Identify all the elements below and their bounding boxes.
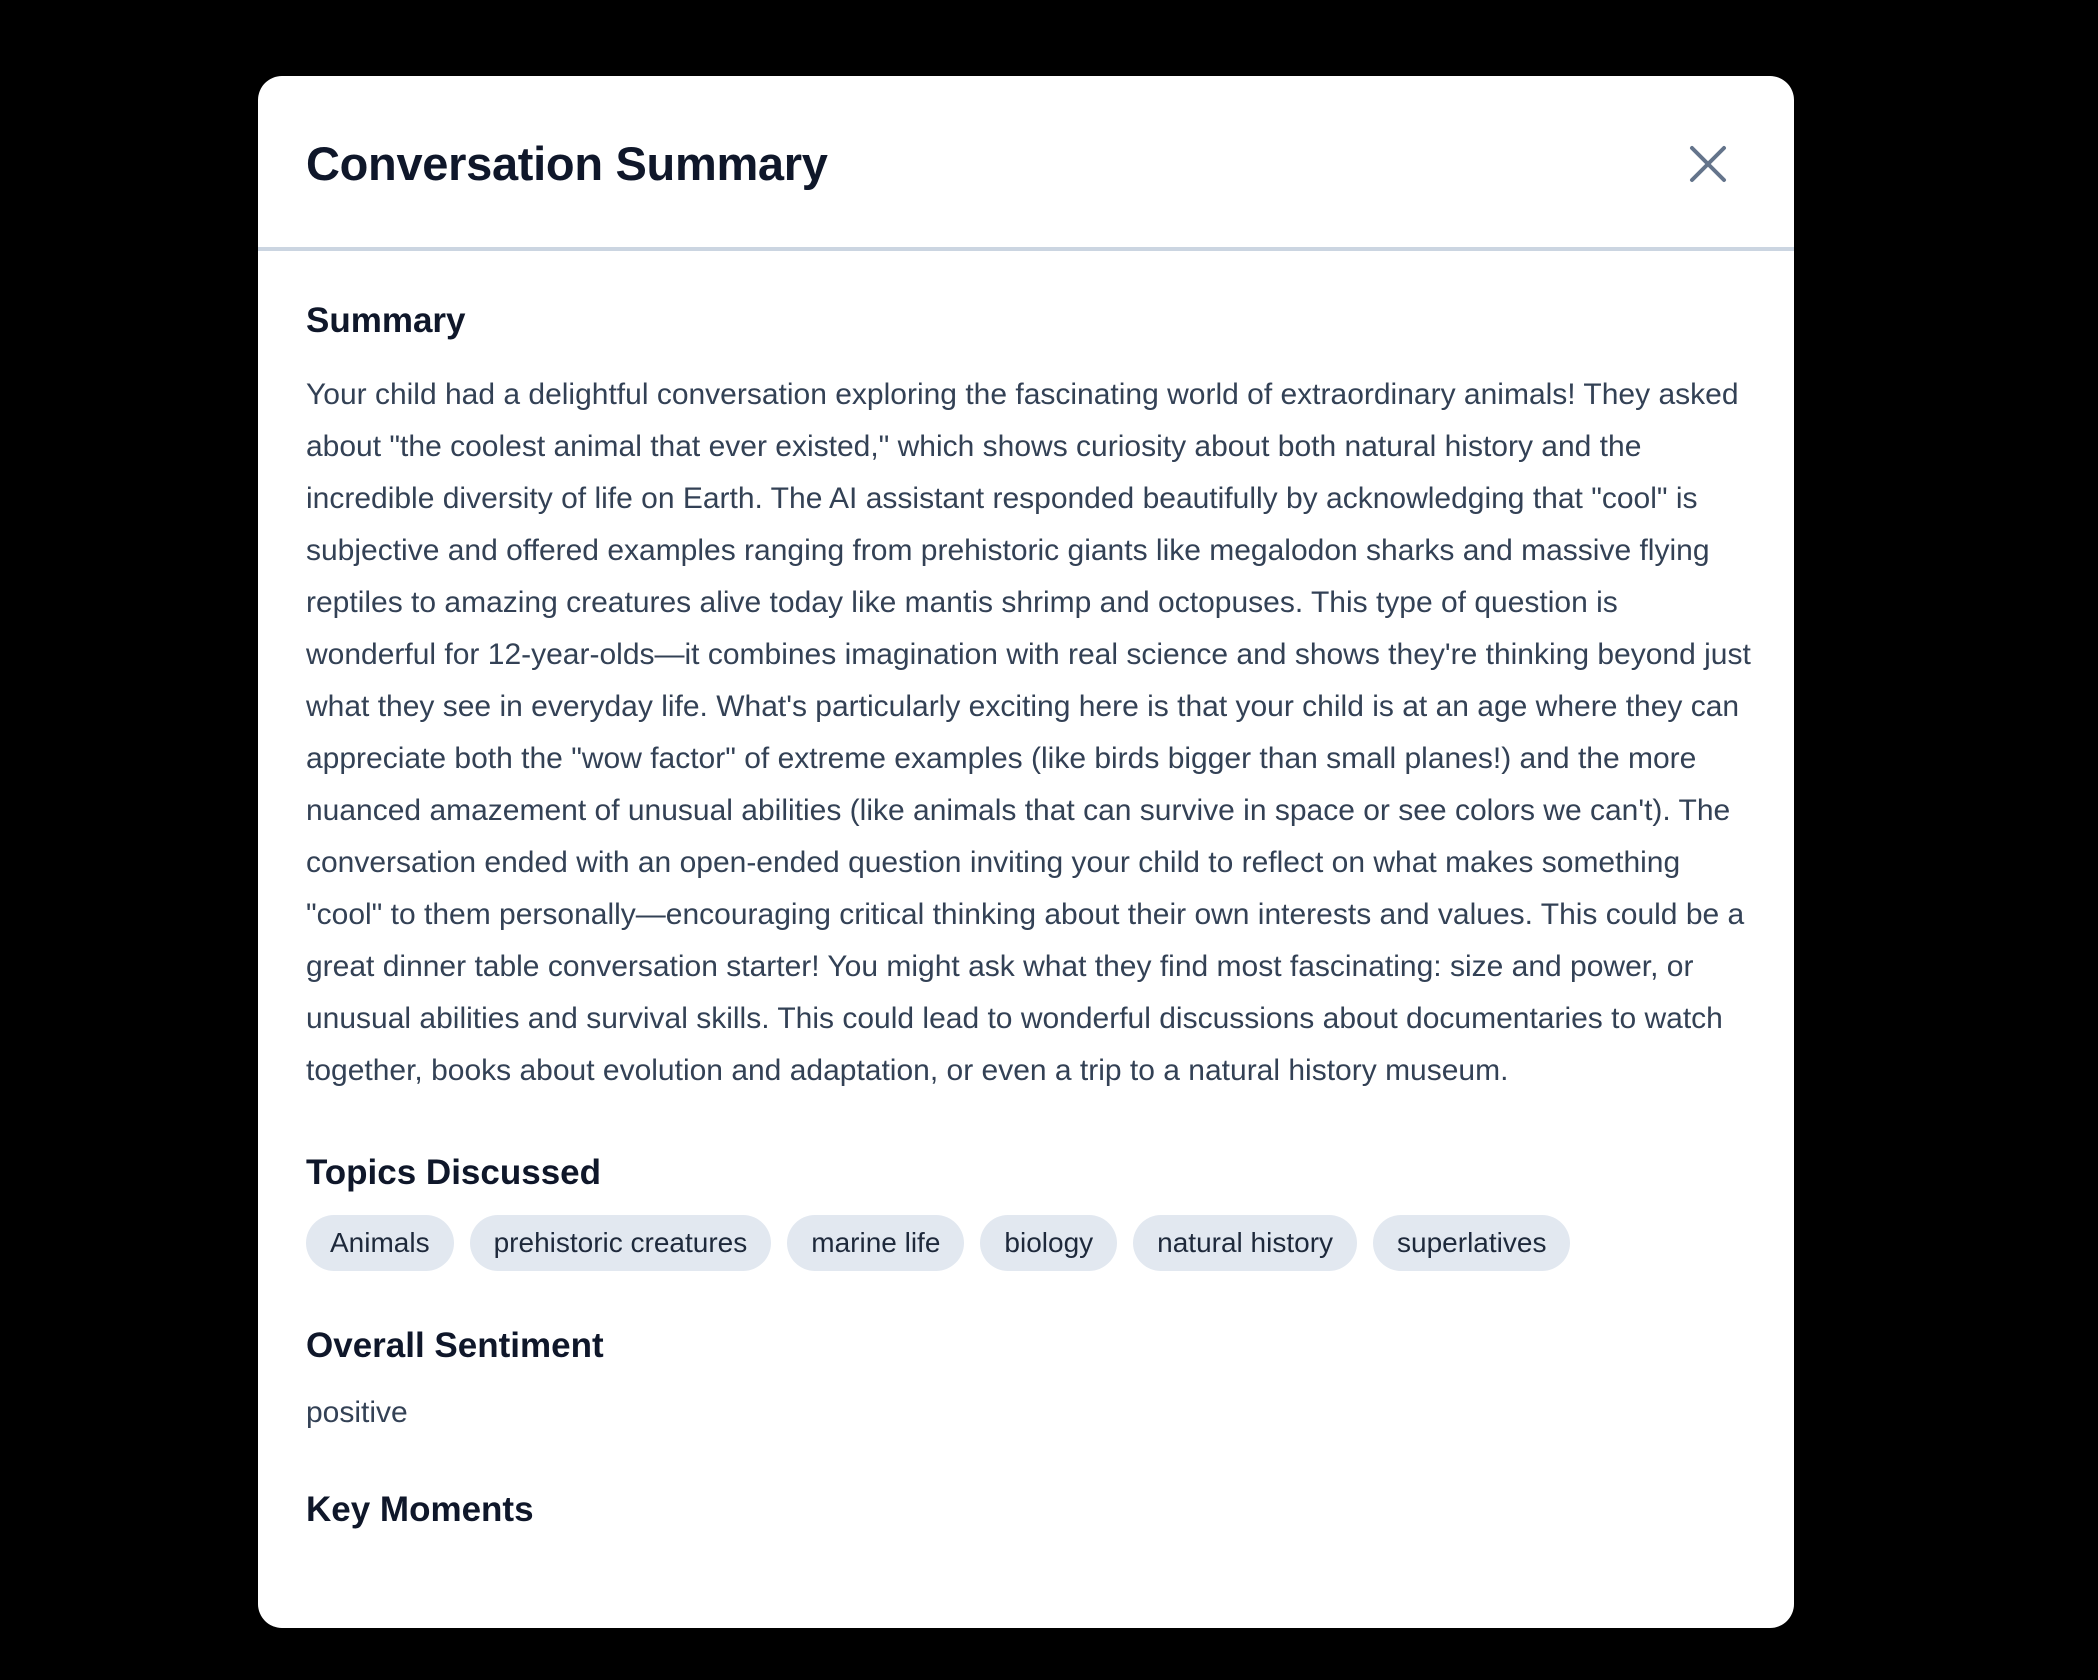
topic-tag: superlatives <box>1373 1215 1570 1271</box>
summary-text: Your child had a delightful conversation exploring the fascinating world of extraordinary animals! They asked about "the coolest animal that ever existed," which shows curiosity about both natural history and the incredible diversity of life on Earth. The AI assistant responded beautifully by acknowledging that "cool" is subjective and offered examples ranging from prehistoric giants like megalodon sharks and massive flying reptiles to amazing creatures alive today like mantis shrimp and octopuses. This type of question is wonderful for 12-year-olds—it combines imagination with real science and shows they're thinking beyond just what they see in everyday life. What's particularly exciting here is that your child is at an age where they can appreciate both the "wow factor" of extreme examples (like birds bigger than small planes!) and the more nuanced amazement of unusual abilities (like animals that can survive in space or see colors we can't). The conversation ended with an open-ended question inviting your child to reflect on what makes something "cool" to them personally—encouraging critical thinking about their own interests and values. This could be a great dinner table conversation starter! You might ask what they find most fascinating: size and power, or unusual abilities and survival skills. This could lead to wonderful discussions about documentaries to watch together, books about evolution and adaptation, or even a trip to a natural history museum. <box>306 378 1751 1087</box>
topic-tag: Animals <box>306 1215 454 1271</box>
modal-header <box>258 76 1794 251</box>
topics-heading: Topics Discussed <box>306 1153 602 1192</box>
summary-heading: Summary <box>306 301 466 340</box>
topic-tag: biology <box>980 1215 1117 1271</box>
topic-tag: marine life <box>787 1215 964 1271</box>
modal-body <box>258 251 1794 1530</box>
key-moments-heading: Key Moments <box>306 1490 534 1529</box>
topic-tags <box>306 1215 1746 1271</box>
conversation-summary-modal <box>258 76 1794 1628</box>
modal-title: Conversation Summary <box>306 137 828 190</box>
sentiment-value: positive <box>306 1396 408 1429</box>
sentiment-heading: Overall Sentiment <box>306 1326 604 1365</box>
close-icon <box>1686 142 1730 186</box>
topic-tag: prehistoric creatures <box>470 1215 772 1271</box>
close-button[interactable] <box>1686 142 1730 186</box>
topic-tag: natural history <box>1133 1215 1357 1271</box>
